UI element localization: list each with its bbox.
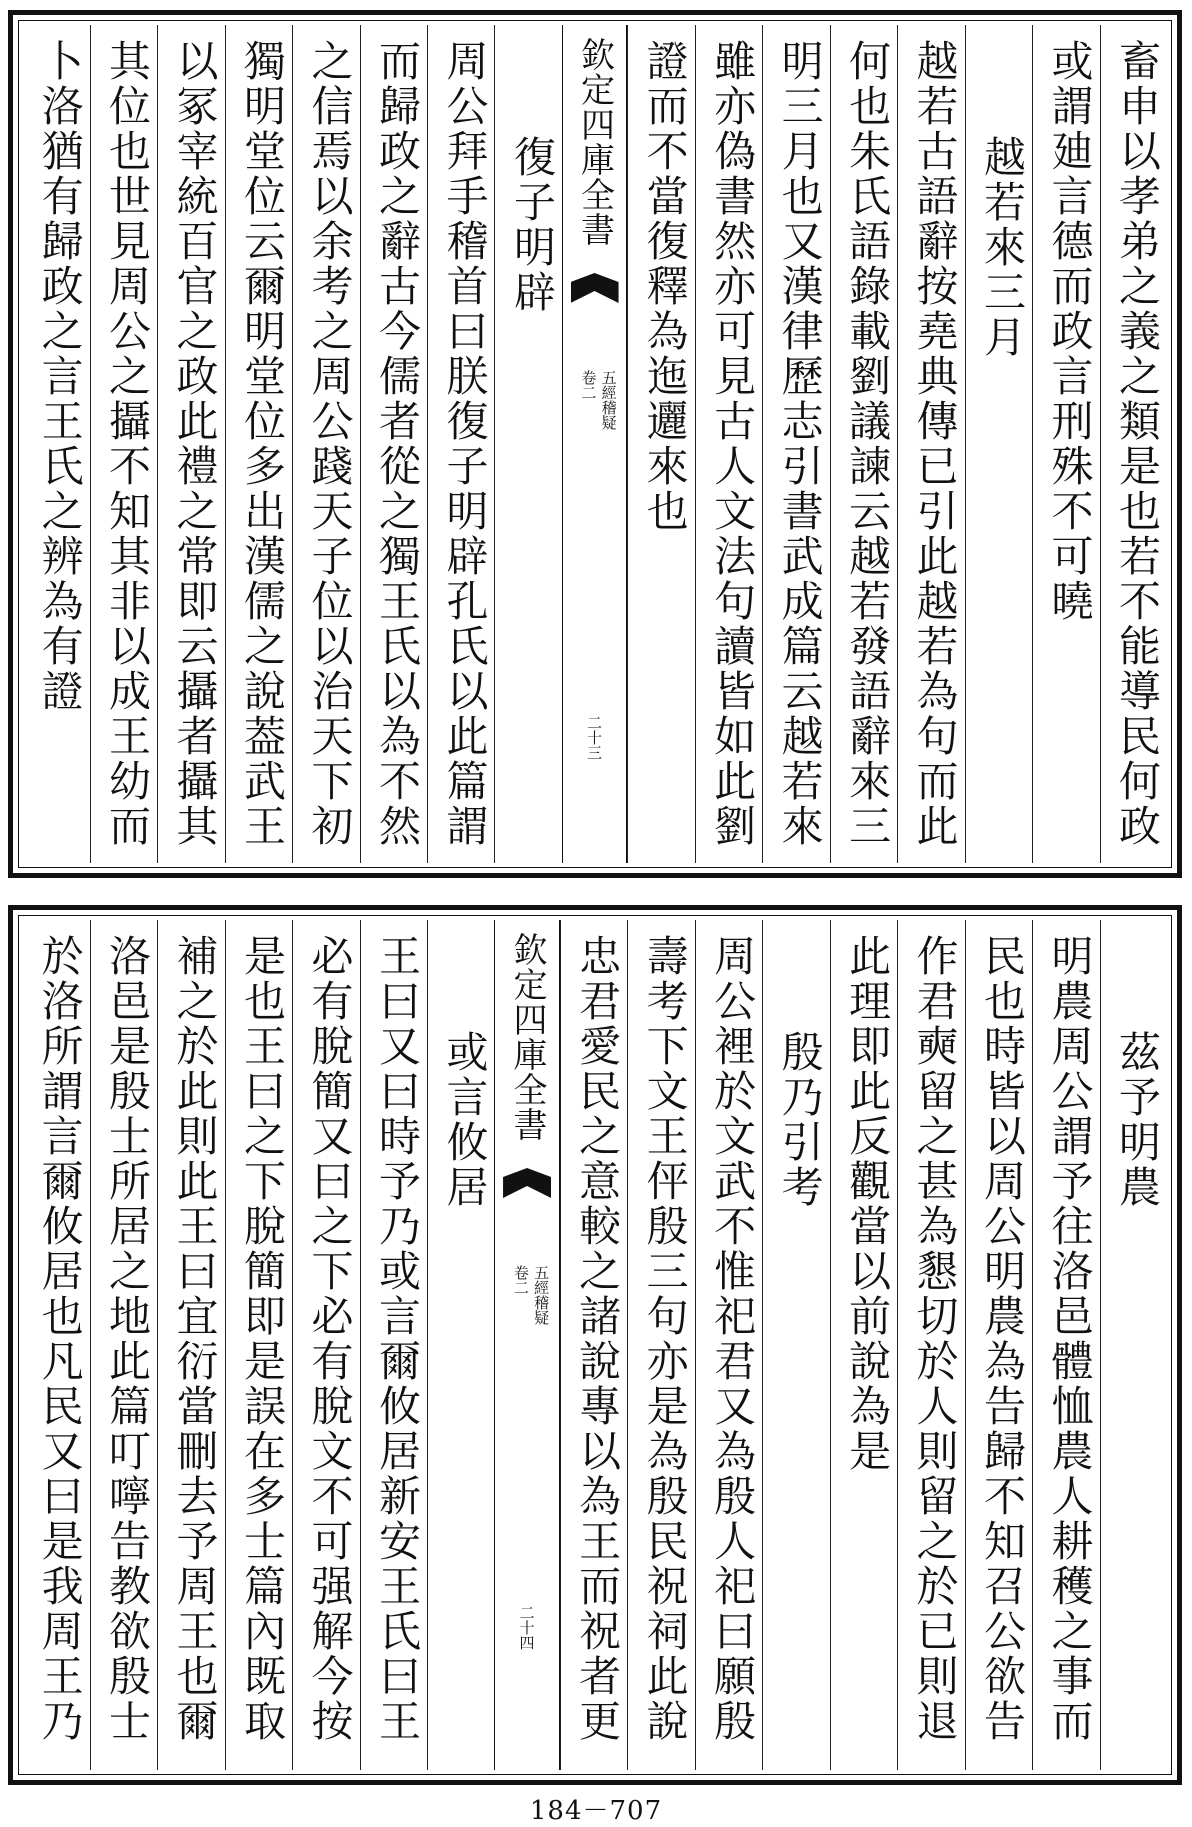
text-column: 明農周公謂予往洛邑體恤農人耕穫之事而 (1032, 920, 1099, 1770)
text-column: 越若古語辭按堯典傳已引此越若為句而此 (897, 25, 964, 863)
text-column: 洛邑是殷士所居之地此篇叮嚀告教欲殷士 (90, 920, 157, 1770)
text-column: 周公拜手稽首曰朕復子明辟孔氏以此篇謂 (427, 25, 494, 863)
section-heading: 殷乃引考 (762, 920, 829, 1770)
text-column: 其位也世見周公之攝不知其非以成王幼而 (90, 25, 157, 863)
text-column: 雖亦偽書然亦可見古人文法句讀皆如此劉 (695, 25, 762, 863)
section-heading: 越若來三月 (965, 25, 1032, 863)
fish-tail-ornament-icon (571, 273, 619, 303)
text-column: 以冢宰統百官之政此禮之常即云攝者攝其 (157, 25, 224, 863)
page-number: 二十三 (585, 715, 604, 760)
text-column: 何也朱氏語錄載劉議諫云越若發語辭來三 (830, 25, 897, 863)
center-banner (562, 25, 627, 863)
text-column: 壽考下文王伻殷三句亦是為殷民祝祠此說 (627, 920, 694, 1770)
text-column: 畜申以孝弟之義之類是也若不能導民何政 (1100, 25, 1167, 863)
lower-page (8, 905, 1182, 1785)
text-column: 必有脫簡又曰之下必有脫文不可强解今按 (292, 920, 359, 1770)
section-heading: 或言攸居 (427, 920, 494, 1770)
text-column: 忠君愛民之意較之諸說專以為王而祝者更 (560, 920, 627, 1770)
text-column: 是也王曰之下脫簡即是誤在多士篇內既取 (225, 920, 292, 1770)
volume-label: 卷二 (579, 370, 598, 400)
center-banner (494, 920, 559, 1770)
collection-title: 欽定四庫全書 (507, 932, 548, 1142)
text-column: 明三月也又漢律歷志引書武成篇云越若來 (762, 25, 829, 863)
page-number: 二十四 (517, 1605, 536, 1650)
upper-page (8, 10, 1182, 878)
text-column: 此理即此反觀當以前說為是 (830, 920, 897, 1770)
text-column: 王曰又曰時予乃或言爾攸居新安王氏曰王 (360, 920, 427, 1770)
text-column: 周公裡於文武不惟祀君又為殷人祀曰願殷 (695, 920, 762, 1770)
section-heading: 復子明辟 (494, 25, 561, 863)
text-column: 獨明堂位云爾明堂位多出漢儒之說葢武王 (225, 25, 292, 863)
lower-text-columns (23, 920, 1167, 1770)
folio-number: 184－707 (529, 1796, 663, 1826)
section-heading: 茲予明農 (1100, 920, 1167, 1770)
text-column: 補之於此則此王曰宜衍當刪去予周王也爾 (157, 920, 224, 1770)
book-title: 五經稽疑 (532, 1265, 551, 1325)
text-column: 證而不當復釋為迤邐來也 (627, 25, 694, 863)
text-column: 卜洛猶有歸政之言王氏之辨為有證 (35, 39, 85, 714)
upper-text-columns (23, 25, 1167, 863)
fish-tail-ornament-icon (503, 1168, 551, 1198)
text-column: 民也時皆以周公明農為告歸不知召公欲告 (965, 920, 1032, 1770)
text-column: 而歸政之辭古今儒者從之獨王氏以為不然 (360, 25, 427, 863)
volume-label: 卷二 (511, 1265, 530, 1295)
book-title: 五經稽疑 (599, 370, 618, 430)
text-column: 或謂廸言德而政言刑殊不可曉 (1032, 25, 1099, 863)
text-column: 於洛所謂言爾攸居也凡民又曰是我周王乃 (35, 934, 85, 1744)
text-column: 作君奭留之甚為懇切於人則留之於已則退 (897, 920, 964, 1770)
collection-title: 欽定四庫全書 (574, 37, 615, 247)
text-column: 之信焉以余考之周公踐天子位以治天下初 (292, 25, 359, 863)
